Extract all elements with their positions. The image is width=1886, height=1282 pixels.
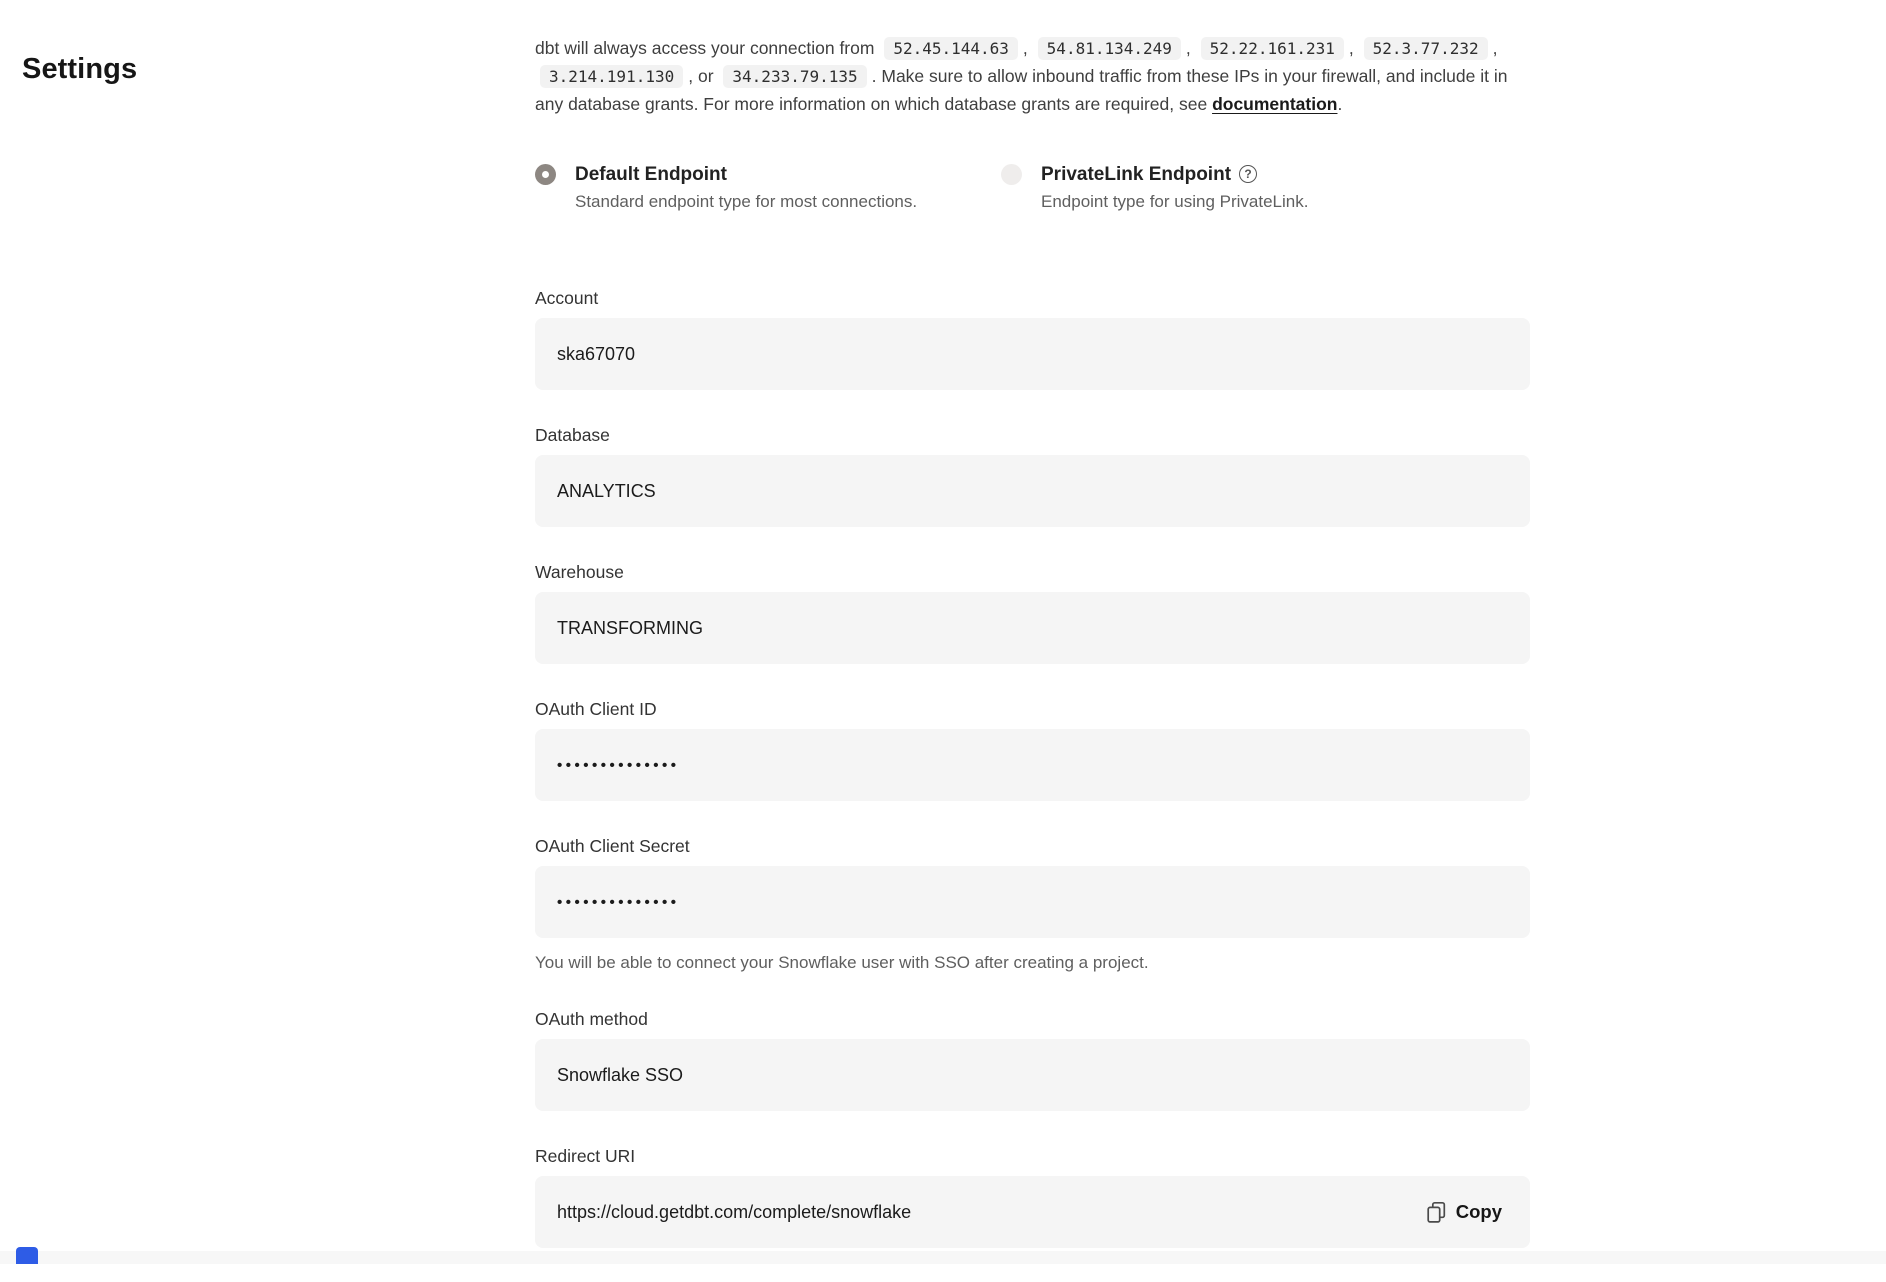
intro-after-text: . Make sure to allow inbound traffic from these IPs in your firewall, and include it in any database grants. For more information on which database grants are required, see	[535, 66, 1508, 114]
redirect-uri-label: Redirect URI	[535, 1146, 636, 1166]
radio-selected-icon[interactable]	[535, 164, 556, 185]
period: .	[1337, 94, 1343, 114]
oauth-client-id-input[interactable]	[535, 729, 1530, 801]
ip-chip: 52.3.77.232	[1364, 37, 1488, 60]
database-value: ANALYTICS	[557, 480, 656, 501]
account-label: Account	[535, 288, 599, 308]
account-field	[535, 287, 1530, 390]
privatelink-endpoint-description: Endpoint type for using PrivateLink.	[1041, 192, 1309, 211]
bottom-left-blue-fragment	[16, 1247, 38, 1264]
oauth-method-label: OAuth method	[535, 1009, 648, 1029]
privatelink-endpoint-option[interactable]	[1001, 163, 1308, 213]
copy-button[interactable]	[1426, 1176, 1502, 1248]
privatelink-endpoint-label: PrivateLink Endpoint	[1041, 164, 1232, 185]
sso-note: You will be able to connect your Snowflake user with SSO after creating a project.	[535, 953, 1149, 972]
documentation-link[interactable]: documentation	[1212, 94, 1338, 114]
warehouse-input[interactable]	[535, 592, 1530, 664]
separator: ,	[1185, 38, 1191, 58]
separator: , or	[688, 66, 714, 86]
oauth-method-field	[535, 1008, 1530, 1111]
oauth-client-secret-masked-value: ••••••••••••••	[557, 893, 680, 911]
oauth-client-secret-label: OAuth Client Secret	[535, 836, 690, 856]
ip-chip: 54.81.134.249	[1038, 37, 1181, 60]
ip-chip: 3.214.191.130	[540, 65, 683, 88]
warehouse-field	[535, 561, 1530, 664]
endpoint-type-radio-group	[535, 163, 1530, 213]
ip-chip: 52.45.144.63	[884, 37, 1018, 60]
ip-allowlist-paragraph	[535, 34, 1530, 118]
oauth-client-id-masked-value: ••••••••••••••	[557, 756, 680, 774]
oauth-client-secret-field	[535, 835, 1530, 938]
ip-chip: 34.233.79.135	[723, 65, 866, 88]
separator: ,	[1348, 38, 1354, 58]
oauth-method-value: Snowflake SSO	[557, 1064, 684, 1085]
page-title: Settings	[22, 53, 138, 86]
redirect-uri-value: https://cloud.getdbt.com/complete/snowflake	[557, 1201, 912, 1222]
next-section-edge	[0, 1251, 1886, 1264]
oauth-client-id-field	[535, 698, 1530, 801]
redirect-uri-field	[535, 1145, 1530, 1248]
ip-chip: 52.22.161.231	[1201, 37, 1344, 60]
connection-fields	[535, 287, 1530, 1248]
default-endpoint-description: Standard endpoint type for most connections.	[575, 192, 918, 211]
database-field	[535, 424, 1530, 527]
oauth-method-select[interactable]	[535, 1039, 1530, 1111]
separator: ,	[1022, 38, 1028, 58]
help-circle-icon[interactable]: ?	[1239, 165, 1257, 183]
oauth-client-secret-input[interactable]	[535, 866, 1530, 938]
intro-lead-text: dbt will always access your connection from	[535, 38, 875, 58]
default-endpoint-option[interactable]	[535, 163, 1001, 213]
redirect-uri-input	[535, 1176, 1530, 1248]
radio-unselected-icon[interactable]	[1001, 164, 1022, 185]
database-label: Database	[535, 425, 610, 445]
warehouse-value: TRANSFORMING	[557, 617, 703, 638]
oauth-client-id-label: OAuth Client ID	[535, 699, 657, 719]
copy-icon	[1426, 1201, 1447, 1224]
database-input[interactable]	[535, 455, 1530, 527]
separator: ,	[1492, 38, 1498, 58]
settings-form	[535, 34, 1530, 1282]
account-value: ska67070	[557, 343, 636, 364]
account-input[interactable]	[535, 318, 1530, 390]
copy-button-label: Copy	[1455, 1201, 1502, 1222]
default-endpoint-label: Default Endpoint	[575, 164, 727, 185]
warehouse-label: Warehouse	[535, 562, 624, 582]
